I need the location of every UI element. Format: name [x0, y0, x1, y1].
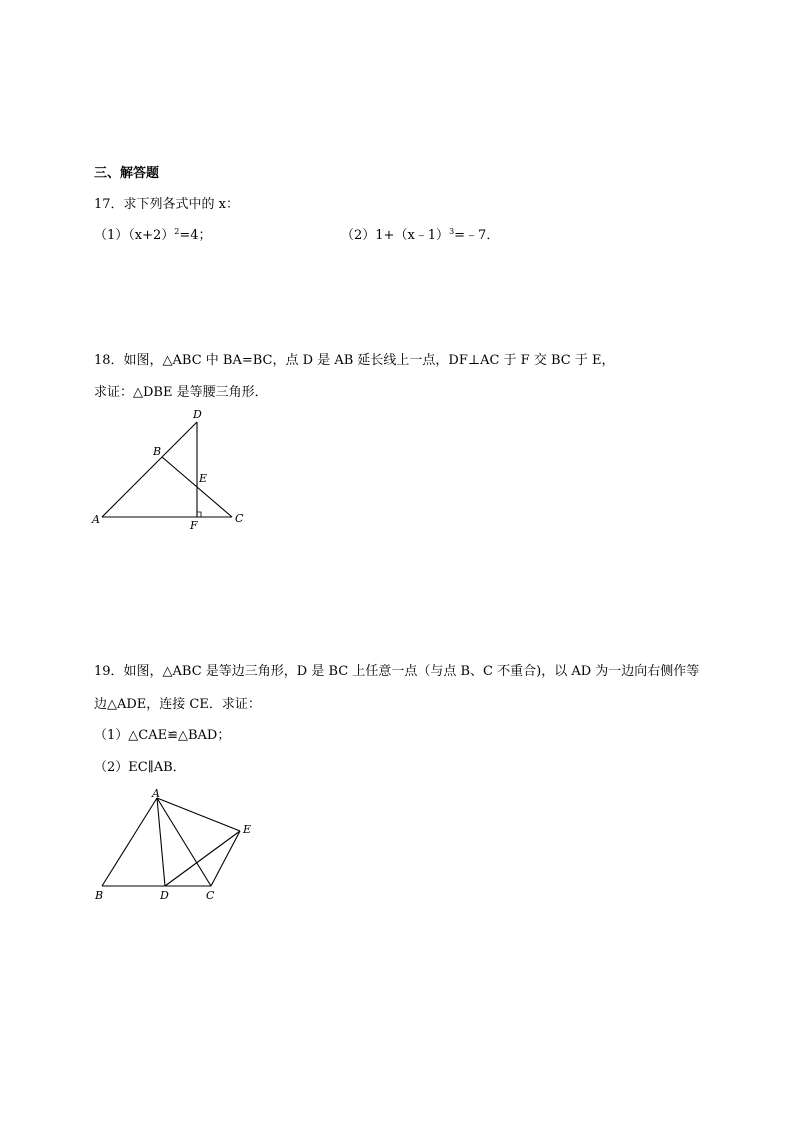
- q18-label-c: C: [235, 512, 244, 525]
- q17-part2-exponent: 3: [449, 227, 455, 236]
- q18-label-a: A: [92, 513, 100, 526]
- q17-part2-rest: =﹣7．: [454, 228, 500, 243]
- q19-label-c: C: [206, 889, 215, 902]
- q18-label-e: E: [199, 472, 208, 485]
- q19-label-d: D: [160, 889, 169, 902]
- q17-part1-open: （x+2）: [128, 228, 175, 243]
- q19-line2: 边△ADE，连接 CE．求证：: [94, 697, 261, 712]
- q19-segment-ce: [211, 831, 240, 886]
- q17-stem: 17．求下列各式中的 x：: [94, 197, 240, 212]
- q19-segment-ab: [102, 798, 157, 886]
- q18-label-b: B: [153, 445, 162, 458]
- q19-label-b: B: [95, 889, 104, 902]
- q19-line1: 19．如图，△ABC 是等边三角形，D 是 BC 上任意一点（与点 B、C 不重合)，以 AD 为一边向右侧作等: [94, 664, 700, 679]
- q19-part2: （2）EC∥AB．: [94, 760, 186, 775]
- section-heading: 三、解答题: [94, 166, 160, 181]
- q19-label-a: A: [152, 787, 160, 800]
- q19-segment-ae: [157, 798, 240, 831]
- q19-part1: （1）△CAE≌△BAD；: [94, 728, 231, 743]
- q18-line1: 18．如图，△ABC 中 BA=BC，点 D 是 AB 延长线上一点，DF⊥AC 于 F 交 BC 于 E，: [94, 353, 615, 368]
- q17-part1-exponent: 2: [174, 227, 180, 236]
- q19-segment-ac: [157, 798, 211, 886]
- q18-label-f: F: [190, 519, 198, 532]
- q19-segment-de: [165, 831, 240, 886]
- q19-segment-ad: [157, 798, 165, 886]
- q17-part2-open: 1+（x﹣1）: [375, 228, 450, 243]
- q19-label-e: E: [243, 823, 252, 836]
- q17-part2-label: （2）: [341, 228, 376, 243]
- q17-part1-rest: =4；: [179, 228, 212, 243]
- q18-line2: 求证：△DBE 是等腰三角形．: [94, 385, 268, 400]
- q18-label-d: D: [193, 408, 202, 421]
- q17-part1-label: （1）: [94, 228, 129, 243]
